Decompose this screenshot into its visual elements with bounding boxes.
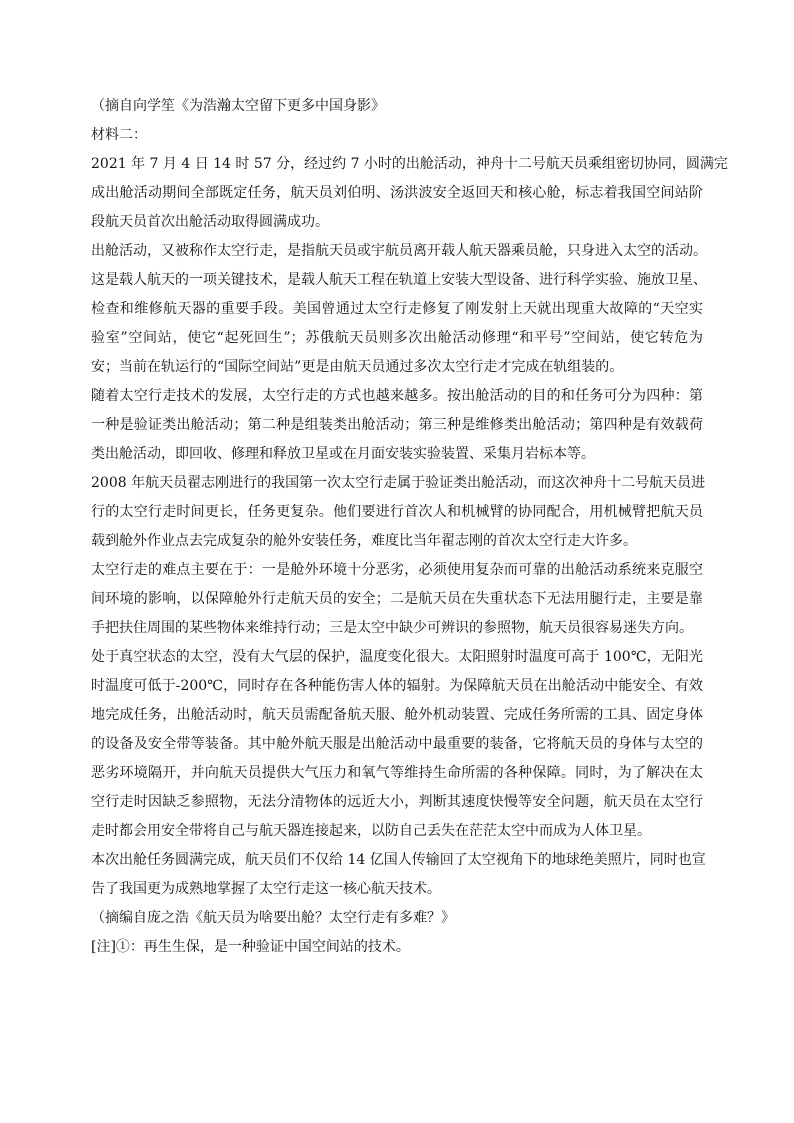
paragraph-line: 一种是验证类出舱活动；第二种是组装类出舱活动；第三种是维修类出舱活动；第四种是有效载荷: [91, 417, 703, 433]
paragraph-line: 处于真空状态的太空，没有大气层的保护，温度变化很大。太阳照射时温度可高于 100℃，无阳光: [91, 649, 703, 665]
paragraph-line: 本次出舱任务圆满完成，航天员们不仅给 14 亿国人传输回了太空视角下的地球绝美照片，同时也宣: [91, 852, 706, 868]
paragraph-line: 2021 年 7 月 4 日 14 时 57 分，经过约 7 小时的出舱活动，神舟十二号航天员乘组密切协同，圆满完: [91, 156, 728, 172]
paragraph-line: 空行走时因缺乏参照物，无法分清物体的远近大小，判断其速度快慢等安全问题，航天员在太空行: [91, 794, 703, 810]
source-citation-1: （摘自向学笙《为浩瀚太空留下更多中国身影》: [91, 98, 385, 114]
paragraph-line: 随着太空行走技术的发展，太空行走的方式也越来越多。按出舱活动的目的和任务可分为四种：第: [91, 388, 703, 404]
paragraph-line: 时温度可低于-200℃，同时存在各种能伤害人体的辐射。为保障航天员在出舱活动中能安全、有效: [91, 678, 703, 694]
paragraph-line: 恶劣环境隔开，并向航天员提供大气压力和氧气等维持生命所需的各种保障。同时，为了解决在太: [91, 765, 703, 781]
material-heading: 材料二：: [91, 127, 147, 143]
paragraph-5: [91, 560, 703, 638]
paragraph-line: 验室”空间站，使它“起死回生”；苏俄航天员则多次出舱活动修理“和平号”空间站，使它转危为: [91, 330, 703, 346]
paragraph-line: 2008 年航天员翟志刚进行的我国第一次太空行走属于验证类出舱活动，而这次神舟十二号航天员进: [91, 475, 706, 491]
paragraph-line: 安；当前在轨运行的“国际空间站”更是由航天员通过多次太空行走才完成在轨组装的。: [91, 359, 624, 375]
paragraph-line: 类出舱活动，即回收、修理和释放卫星或在月面安装实验装置、采集月岩标本等。: [91, 446, 595, 462]
paragraph-line: 这是载人航天的一项关键技术，是载人航天工程在轨道上安装大型设备、进行科学实验、施放卫星、: [91, 272, 707, 288]
paragraph-line: 走时都会用安全带将自己与航天器连接起来，以防自己丢失在茫茫太空中而成为人体卫星。: [91, 823, 651, 839]
footnote: [注]①：再生生保，是一种验证中国空间站的技术。: [91, 939, 410, 955]
paragraph-line: 告了我国更为成熟地掌握了太空行走这一核心航天技术。: [91, 881, 441, 897]
paragraph-line: 段航天员首次出舱活动取得圆满成功。: [91, 214, 329, 230]
paragraph-line: 检查和维修航天器的重要手段。美国曾通过太空行走修复了刚发射上天就出现重大故障的“天空实: [91, 301, 703, 317]
paragraph-6: [91, 647, 703, 841]
paragraph-line: 行的太空行走时间更长，任务更复杂。他们要进行首次人和机械臂的协同配合，用机械臂把航天员: [91, 504, 703, 520]
paragraph-line: 出舱活动，又被称作太空行走，是指航天员或宇航员离开载人航天器乘员舱，只身进入太空的活动。: [91, 243, 707, 259]
document-body: [91, 96, 728, 957]
paragraph-line: 载到舱外作业点去完成复杂的舱外安装任务，难度比当年翟志刚的首次太空行走大许多。: [91, 533, 637, 549]
paragraph-7: [91, 850, 706, 899]
paragraph-line: 间环境的影响，以保障舱外行走航天员的安全；二是航天员在失重状态下无法用腿行走，主要是靠: [91, 591, 703, 607]
paragraph-line: 的设备及安全带等装备。其中舱外航天服是出舱活动中最重要的装备，它将航天员的身体与太空的: [91, 736, 703, 752]
source-citation-2: （摘编自庞之浩《航天员为啥要出舱？太空行走有多难？》: [91, 910, 455, 926]
paragraph-line: 地完成任务，出舱活动时，航天员需配备航天服、舱外机动装置、完成任务所需的工具、固定身体: [91, 707, 703, 723]
paragraph-3: [91, 386, 703, 464]
paragraph-line: 手把扶住周围的某些物体来维持行动；三是太空中缺少可辨识的参照物，航天员很容易迷失方向。: [91, 620, 693, 636]
paragraph-1: [91, 154, 728, 232]
paragraph-4: [91, 473, 706, 551]
paragraph-line: 太空行走的难点主要在于：一是舱外环境十分恶劣，必须使用复杂而可靠的出舱活动系统来克服空: [91, 562, 703, 578]
paragraph-line: 成出舱活动期间全部既定任务，航天员刘伯明、汤洪波安全返回天和核心舱，标志着我国空间站阶: [91, 185, 703, 201]
paragraph-2: [91, 241, 707, 377]
